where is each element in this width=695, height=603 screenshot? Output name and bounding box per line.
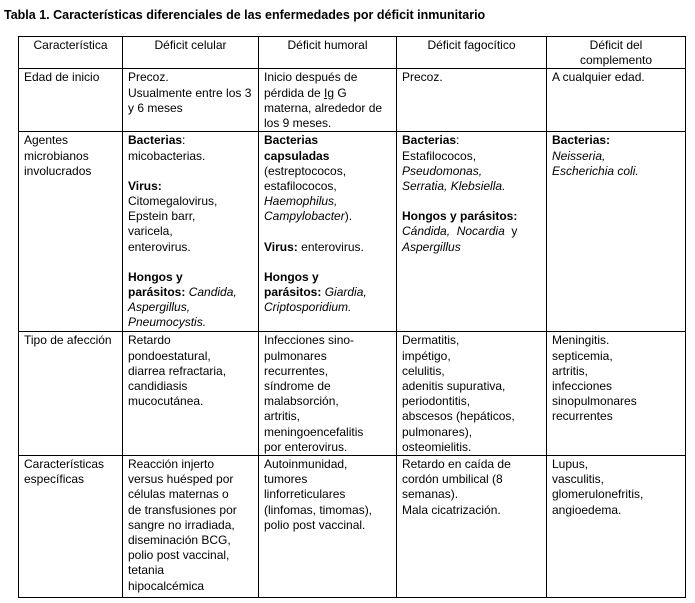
text-line: Precoz. [128,70,169,85]
text-line: Retardo [128,333,171,348]
cell-affection-fagocitico [397,332,547,456]
italic-term: Giardia, [324,285,367,300]
bold-label: Bacterias: [552,133,611,148]
text-line: impétigo, [402,348,451,363]
text-line [128,270,253,285]
text-line: estafilococos, [264,179,337,194]
text-line [264,285,391,300]
text-line [402,240,541,255]
row-caracteristicas-especificas [19,456,686,598]
row-tipo-afeccion [19,332,686,456]
row-label-caracteristicas-especificas: Características específicas [19,456,123,598]
header-caracteristica: Característica [19,37,123,69]
text-segment: y [511,224,518,239]
text-line: Citomegalovirus, [128,194,218,209]
text-line: linforreticulares [264,487,346,502]
text-line: síndrome de [264,379,331,394]
text-segment: enterovirus. [301,239,364,254]
text-line: meningoencefalitis [264,424,364,439]
text-line: vasculitis, [552,472,605,487]
text-line [402,179,541,194]
bold-label: parásitos: [264,285,322,300]
text-line [264,270,391,285]
italic-term: Pseudomonas, [402,163,483,178]
cell-agents-complemento [547,132,686,332]
text-line: Autoinmunidad, [264,457,348,472]
text-line: mucocutánea. [128,394,204,409]
text-line: sangre no irradiada, [128,517,235,532]
text-line: pulmonares), [402,424,473,439]
text-line: Epstein barr, [128,209,196,224]
text-line: glomerulonefritis, [552,487,644,502]
text-line: Bacterias: [402,133,460,148]
text-segment: G materna, alrededor de los 9 meses. [264,85,383,131]
italic-term: Pneumocystis. [128,315,207,330]
italic-term: Campylobacter [264,209,345,224]
text-line [264,300,391,315]
cell-onset-fagocitico: Precoz. [397,69,547,132]
text-line [264,240,391,255]
italic-term: Escherichia coli. [552,163,639,178]
text-line: osteomielitis. [402,439,472,454]
text-line: cordón umbilical (8 [402,472,503,487]
text-line: Mala cicatrización. [402,502,501,517]
row-edad-inicio [19,69,686,132]
text-line: Infecciones sino- [264,333,355,348]
row-label-tipo-afeccion: Tipo de afección [19,332,123,456]
text-line: Dermatitis, [402,333,460,348]
text-line: micobacterias. [128,148,206,163]
text-line: Campylobacter). [264,209,353,224]
text-line [264,194,391,209]
bold-label: parásitos: [128,285,186,300]
header-deficit-complemento: Déficit del complemento [547,37,686,69]
text-line: Usualmente entre los 3 y 6 meses [128,85,252,115]
text-line: angioedema. [552,502,622,517]
cell-specific-fagocitico [397,456,547,598]
italic-term: Haemophilus, [264,194,338,209]
text-line: (estreptococos, [264,163,347,178]
bold-label: Hongos y [264,269,319,284]
text-line [264,133,391,148]
text-line: polio post vaccinal. [264,517,366,532]
cell-onset-celular [123,69,259,132]
text-line [402,164,541,179]
bold-label: Bacterias [402,133,457,148]
cell-onset-humoral [259,69,397,132]
text-line [552,133,680,148]
text-line: hipocalcémica [128,578,205,593]
text-line: Bacterias: [128,133,186,148]
text-line [128,285,253,300]
text-line [552,149,680,164]
text-line: Meningitis. [552,333,610,348]
cell-affection-complemento [547,332,686,456]
text-line: artritis, [552,363,588,378]
text-line: Estafilococos, [402,148,477,163]
text-line: de transfusiones por [128,502,237,517]
text-line: celulitis, [402,363,445,378]
differential-table [18,36,686,598]
text-line: tetania [128,563,165,578]
bold-label: Bacterias [264,133,319,148]
text-line [402,224,541,239]
text-line [402,209,541,224]
cell-specific-celular [123,456,259,598]
italic-term: Neisseria, [552,148,606,163]
text-line: diarrea refractaria, [128,363,227,378]
italic-term: Nocardia [456,224,505,239]
italic-term: Serratia, [402,179,448,194]
text-line: septicemia, [552,348,613,363]
cell-specific-humoral [259,456,397,598]
cell-affection-celular [123,332,259,456]
text-segment: Inicio después de pérdida de [264,70,358,100]
text-line: recurrentes, [264,363,329,378]
cell-specific-complemento [547,456,686,598]
text-line: sinopulmonares [552,394,637,409]
cell-agents-celular [123,132,259,332]
text-line: candidiasis [128,379,188,394]
text-line: infecciones [552,379,613,394]
text-line: malabsorción, [264,394,339,409]
header-deficit-fagocitico: Déficit fagocítico [397,37,547,69]
bold-label: Bacterias [128,133,183,148]
text-line: varicela, [128,224,173,239]
text-line: periodontitis, [402,394,471,409]
text-line [128,315,253,330]
italic-term: Candida, [188,285,237,300]
bold-label: Hongos y parásitos: [402,209,518,224]
row-label-agentes: Agentes microbianos involucrados [19,132,123,332]
text-line: Lupus, [552,457,589,472]
cell-agents-fagocitico [397,132,547,332]
italic-term: Cándida, [402,224,451,239]
header-row [19,37,686,69]
cell-onset-complemento: A cualquier edad. [547,69,686,132]
bold-label: Virus: [128,178,162,193]
cell-affection-humoral [259,332,397,456]
text-line: (linfomas, timomas), [264,502,373,517]
text-line: diseminación BCG, [128,533,231,548]
text-line: pulmonares [264,348,327,363]
text-line: semanas). [402,487,459,502]
text-line: artritis, [264,409,300,424]
text-line: Retardo en caída de [402,457,511,472]
bold-label: Hongos y [128,269,183,284]
text-line [128,300,253,315]
italic-term: Aspergillus [402,239,461,254]
text-line: Reacción injerto [128,457,215,472]
text-line: por enterovirus. [264,439,348,454]
table-title: Tabla 1. Características diferenciales de las enfermedades por déficit inmunitario [4,8,486,22]
italic-term: Criptosporidium. [264,300,352,315]
row-label-edad-inicio: Edad de inicio [19,69,123,132]
text-line: adenitis supurativa, [402,379,506,394]
text-line: versus huésped por [128,472,234,487]
text-line: pondoestatural, [128,348,211,363]
text-line [264,149,391,164]
text-line: tumores [264,472,308,487]
header-deficit-celular: Déficit celular [123,37,259,69]
cell-agents-humoral [259,132,397,332]
italic-term: Klebsiella. [450,179,506,194]
italic-term: Aspergillus, [128,300,191,315]
text-line: enterovirus. [128,239,191,254]
bold-label: capsuladas [264,148,330,163]
text-line: células maternas o [128,487,229,502]
text-line: polio post vaccinal, [128,548,230,563]
text-line: recurrentes [552,409,613,424]
text-line [552,164,680,179]
row-agentes-microbianos [19,132,686,332]
header-deficit-humoral: Déficit humoral [259,37,397,69]
text-line: abscesos (hepáticos, [402,409,515,424]
text-line [128,179,253,194]
text-segment-underlined: Ig [324,85,335,100]
bold-label: Virus: [264,239,298,254]
